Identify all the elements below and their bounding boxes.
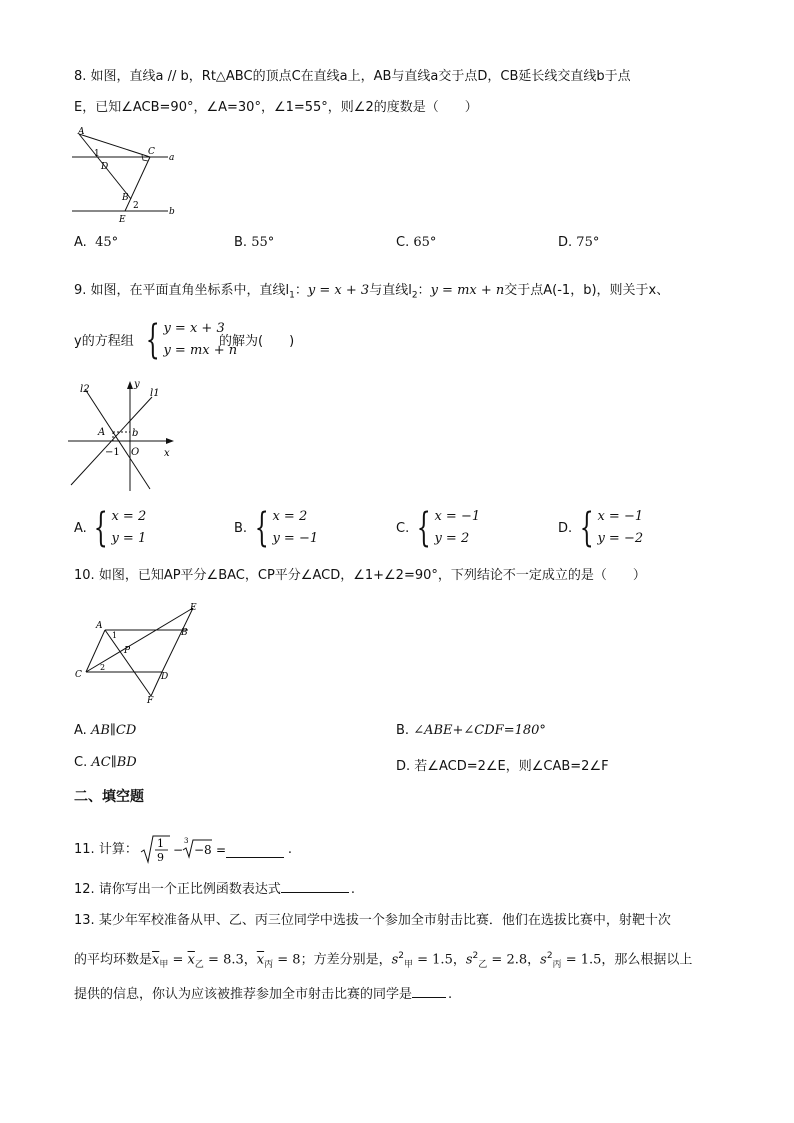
q8-option-b: B. 55° [234, 235, 275, 250]
q10-label-B: B [181, 628, 188, 638]
q10-option-d: D. 若∠ACD=2∠E，则∠CAB=2∠F [396, 759, 609, 774]
q8-text-line1: 如图，直线a // b，Rt△ABC的顶点C在直线a上，AB与直线a交于点D，CB延长线交直线b于点 [90, 69, 631, 84]
q8-figure [70, 122, 190, 228]
q10-label-E: E [190, 603, 197, 613]
q8-label-D: D [101, 162, 109, 172]
q13-line1 [74, 911, 671, 931]
q9-x-axis-arrow [166, 438, 174, 444]
q10-label-F: F [147, 696, 154, 706]
q9-y-axis-arrow [127, 381, 133, 389]
q13-line3: 提供的信息，你认为应该被推荐参加全市射击比赛的同学是 . [74, 984, 452, 1005]
q8-line1 [74, 67, 631, 87]
q8-number: 8. [74, 69, 87, 84]
q11-fraction-numerator: 1 [156, 837, 164, 850]
q13-answer-blank[interactable] [412, 984, 446, 998]
q12-line: 12. 请你写出一个正比例函数表达式 . [74, 879, 355, 900]
q8-label-B: B [122, 193, 129, 203]
q12-answer-blank[interactable] [281, 879, 349, 893]
q11-fraction-denominator: 9 [156, 851, 164, 864]
q11-number: 11. [74, 842, 95, 857]
q10-label-1: 1 [112, 631, 118, 640]
q11-equals: = [215, 843, 226, 857]
q10-option-c: C. AC∥BD [74, 755, 137, 770]
q10-text: 如图，已知AP平分∠BAC，CP平分∠ACD，∠1+∠2=90°，下列结论不一定成立的是（ ） [98, 568, 646, 583]
q9-option-d-key: D. [558, 521, 573, 536]
q13-line2: 的平均环数是$\overline{x}_甲 = \overline{x}_乙 = 8.3$，$\overline{x}_丙 = 8$；方差分别是，$s^2_甲 = 1.5$，$s^2_乙 = 2.8$，$s^2_丙 = 1.5$，那么根据以上 [74, 951, 693, 970]
q9-label-x: x [164, 448, 170, 459]
q9-option-c-key: C. [396, 521, 410, 536]
q8-option-d: D. 75° [558, 235, 600, 250]
q11-line: 11. 计算： 1 9 − 3 −8 = . [74, 834, 292, 866]
q8-segment-AC [79, 134, 150, 157]
q12-number: 12. [74, 882, 95, 897]
q10-label-C: C [75, 670, 82, 680]
q8-line2 [74, 98, 478, 118]
q8-option-c: C. 65° [396, 235, 437, 250]
q11-answer-blank[interactable] [226, 843, 284, 858]
q9-line1: 9. 如图，在平面直角坐标系中，直线$l_1$：y = x + 3与直线$l_2$：y = mx + n交于点A(-1，b)，则关于x、 [74, 283, 670, 301]
q12-text: 请你写出一个正比例函数表达式 [98, 882, 281, 897]
q8-label-C: C [148, 147, 155, 157]
q10-label-P: P [124, 646, 131, 656]
q10-figure [70, 600, 206, 706]
q11-formula [140, 834, 226, 866]
q11-sqrt-sign [141, 836, 170, 862]
q8-label-E: E [119, 215, 126, 225]
q11-cube-index: 3 [183, 837, 189, 845]
q9-option-a-key: A. [74, 521, 87, 536]
q10-line1 [74, 566, 646, 586]
q9-option-a: { x = 2 y = 1 [93, 505, 147, 551]
q11-radicand: −8 [193, 843, 212, 857]
q9-system: { y = x + 3 y = mx + n [145, 317, 238, 363]
q8-label-A: A [78, 127, 85, 137]
q9-equation-2: y = mx + n [430, 283, 505, 298]
q9-line-l2 [85, 389, 150, 489]
q10-label-2: 2 [100, 663, 106, 672]
q8-label-a: a [169, 153, 175, 163]
q9-figure [68, 375, 184, 493]
section-title-fill-in: 二、填空题 [74, 789, 144, 805]
q10-number: 10. [74, 568, 95, 583]
q9-option-d: { x = −1 y = −2 [579, 505, 644, 551]
q10-option-a: A. AB∥CD [74, 723, 137, 738]
q13-number: 13. [74, 913, 95, 928]
q9-label-l2: l2 [80, 384, 90, 395]
q9-label-O: O [131, 447, 140, 458]
q9-label-y: y [134, 379, 140, 390]
q9-line2-end: 的解为( ) [219, 334, 295, 349]
q10-label-D: D [161, 672, 169, 682]
q9-option-c: { x = −1 y = 2 [416, 505, 481, 551]
q9-number: 9. [74, 283, 87, 298]
q13-text-line3: 提供的信息，你认为应该被推荐参加全市射击比赛的同学是 [74, 987, 413, 1002]
q10-label-A: A [96, 621, 103, 631]
q9-label-A: A [98, 427, 106, 438]
q11-label: 计算： [98, 842, 138, 857]
q8-text-line2: E，已知∠ACB=90°，∠A=30°，∠1=55°，则∠2的度数是（ ） [74, 100, 478, 115]
q8-option-a: A. 45° [74, 235, 119, 250]
q9-line2: y的方程组 [74, 334, 134, 349]
q10-option-b: B. ∠ABE+∠CDF=180° [396, 723, 546, 738]
q8-label-b: b [169, 207, 175, 217]
q9-option-b: { x = 2 y = −1 [254, 505, 319, 551]
q8-label-1: 1 [94, 149, 100, 159]
q9-option-b-key: B. [234, 521, 248, 536]
q13-text-line1: 某少年军校准备从甲、乙、丙三位同学中选拔一个参加全市射击比赛．他们在选拔比赛中，射靶十次 [98, 913, 671, 928]
q9-label-l1: l1 [150, 388, 160, 399]
q9-label-b: b [132, 428, 139, 439]
q11-minus: − [172, 843, 183, 857]
q9-label-neg1: −1 [105, 447, 120, 458]
q9-equation-1: y = x + 3 [307, 283, 370, 298]
q8-label-2: 2 [133, 201, 139, 211]
